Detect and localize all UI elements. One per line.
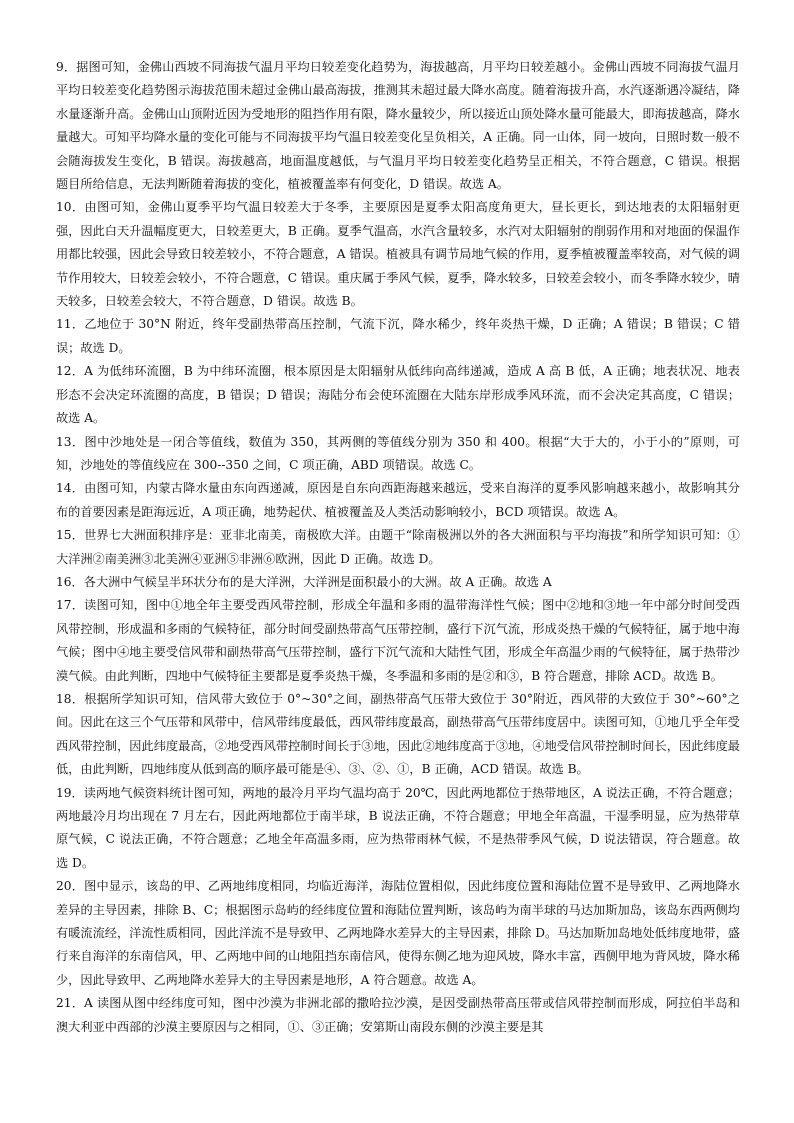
answer-item-10: 10．由图可知，金佛山夏季平均气温日较差大于冬季，主要原因是夏季太阳高度角更大，昼长更长，到达地表的太阳辐射更强，因此白天升温幅度更大，日较差更大，B 正确。夏季气温高，水汽含量较多，水汽对太阳辐射的削弱作用和对地面的保温作用都比较强，因此会导致日较差较小，不符合题意，A 错误。植被具有调节局地气候的作用，夏季植被覆盖率较高，对气候的调节作用较大，日较差会较小，不符合题意，C 错误。重庆属于季风气候，夏季，降水较多，日较差会较小，而冬季降水较少，晴天较多，日较差会较大，不符合题意，D 错误。故选 B。 xyxy=(56,200,740,309)
answer-item-12: 12．A 为低纬环流圈，B 为中纬环流圈，根本原因是太阳辐射从低纬向高纬递减，造成 A 高 B 低，A 正确；地表状况、地表形态不会决定环流圈的高度，B 错误；D 错误；海陆分布会使环流圈在大陆东岸形成季风环流，而不会决定其高度，C 错误；故选 A。 xyxy=(56,364,740,426)
answer-item-18: 18．根据所学知识可知，信风带大致位于 0°~30°之间，副热带高气压带大致位于 30°附近，西风带的大致位于 30°~60°之间。因此在这三个气压带和风带中，信风带纬度最低，西风带纬度最高，副热带高气压带纬度居中。读图可知，①地几乎全年受西风带控制，因此纬度最高，②地受西风带控制时间长于③地，因此②地纬度高于③地，④地受信风带控制时间长，因此纬度最低，由此判断，四地纬度从低到高的顺序最可能是④、③、②、①，B 正确，ACD 错误。故选 B。 xyxy=(56,691,740,777)
answer-item-19: 19．读两地气候资料统计图可知，两地的最冷月平均气温均高于 20℃，因此两地都位于热带地区，A 说法正确，不符合题意；两地最冷月均出现在 7 月左右，因此两地都位于南半球，B 说法正确，不符合题意；甲地全年高温，干湿季明显，应为热带草原气候，C 说法正确，不符合题意；乙地全年高温多雨，应为热带雨林气候，不是热带季风气候，D 说法错误，符合题意。故选 D。 xyxy=(56,785,740,870)
answer-item-20: 20．图中显示，该岛的甲、乙两地纬度相同，均临近海洋，海陆位置相似，因此纬度位置和海陆位置不是导致甲、乙两地降水差异的主导因素，排除 B、C；根据图示岛屿的经纬度位置和海陆位置判断，该岛屿为南半球的马达加斯加岛，该岛东西两侧均有暖流流经，洋流性质相同，因此洋流不是导致甲、乙两地降水差异大的主导因素，排除 D。马达加斯加岛地处低纬度地带，盛行来自海洋的东南信风，甲、乙两地中间的山地阻挡东南信风，使得东侧乙地为迎风坡，降水丰富，西侧甲地为背风坡，降水稀少，因此导致甲、乙两地降水差异大的主导因素是地形，A 符合题意。故选 A。 xyxy=(56,879,740,987)
answer-item-21: 21．A 读图从图中经纬度可知，图中沙漠为非洲北部的撒哈拉沙漠，是因受副热带高压带或信风带控制而形成，阿拉伯半岛和澳大利亚中西部的沙漠主要原因与之相同，①、③正确；安第斯山南段东侧的沙漠主要是其 xyxy=(56,996,740,1034)
answer-item-17: 17．读图可知，图中①地全年主要受西风带控制，形成全年温和多雨的温带海洋性气候；图中②地和③地一年中部分时间受西风带控制，形成温和多雨的气候特征，部分时间受副热带高气压带控制，盛行下沉气流，形成炎热干燥的气候特征，属于地中海气候；图中④地主要受信风带和副热带高气压带控制，盛行下沉气流和大陆性气团，形成全年高温少雨的气候特征，属于热带沙漠气候。由此判断，四地中气候特征主要都是夏季炎热干燥，冬季温和多雨的是②和③，B 符合题意，排除 ACD。故选 B。 xyxy=(56,598,740,683)
answer-item-14: 14．由图可知，内蒙古降水量由东向西递减，原因是自东向西距海越来越远，受来自海洋的夏季风影响越来越小，故影响其分布的首要因素是距海远近，A 项正确，地势起伏、植被覆盖及人类活动影响较小，BCD 项错误。故选 A。 xyxy=(56,481,740,519)
answer-item-16: 16．各大洲中气候呈半环状分布的是大洋洲，大洋洲是面积最小的大洲。故 A 正确。故选 A xyxy=(56,574,552,589)
answer-item-13: 13．图中沙地处是一闭合等值线，数值为 350，其两侧的等值线分别为 350 和 400。根据“大于大的，小于小的”原则，可知，沙地处的等值线应在 300--350 之间，C 项正确，ABD 项错误。故选 C。 xyxy=(56,434,740,472)
answer-item-11: 11．乙地位于 30°N 附近，终年受副热带高压控制，气流下沉，降水稀少，终年炎热干燥，D 正确；A 错误；B 错误；C 错误；故选 D。 xyxy=(56,317,740,355)
answer-item-15: 15．世界七大洲面积排序是：亚非北南美，南极欧大洋。由题干“除南极洲以外的各大洲面积与平均海拔”和所学知识可知：①大洋洲②南美洲③北美洲④亚洲⑤非洲⑥欧洲，因此 D 正确。故选 D。 xyxy=(56,528,740,566)
answer-item-9: 9．据图可知，金佛山西坡不同海拔气温月平均日较差变化趋势为，海拔越高，月平均日较差越小。金佛山西坡不同海拔气温月平均日较差变化趋势图示海拔范围未超过金佛山最高海拔，推测其未超过最大降水高度。随着海拔升高，水汽逐渐遇冷凝结，降水量逐渐升高。金佛山山顶附近因为受地形的阻挡作用有限，降水量较少，所以接近山顶处降水量可能最大，即海拔越高，降水量越大。可知平均降水量的变化可能与不同海拔平均气温日较差变化呈负相关，A 正确。同一山体，同一坡向，日照时数一般不会随海拔发生变化，B 错误。海拔越高，地面温度越低，与气温月平均日较差变化趋势呈正相关，不符合题意，C 错误。根据题目所给信息，无法判断随着海拔的变化，植被覆盖率有何变化，D 错误。故选 A。 xyxy=(56,60,740,192)
answer-analysis-page xyxy=(56,56,740,1039)
